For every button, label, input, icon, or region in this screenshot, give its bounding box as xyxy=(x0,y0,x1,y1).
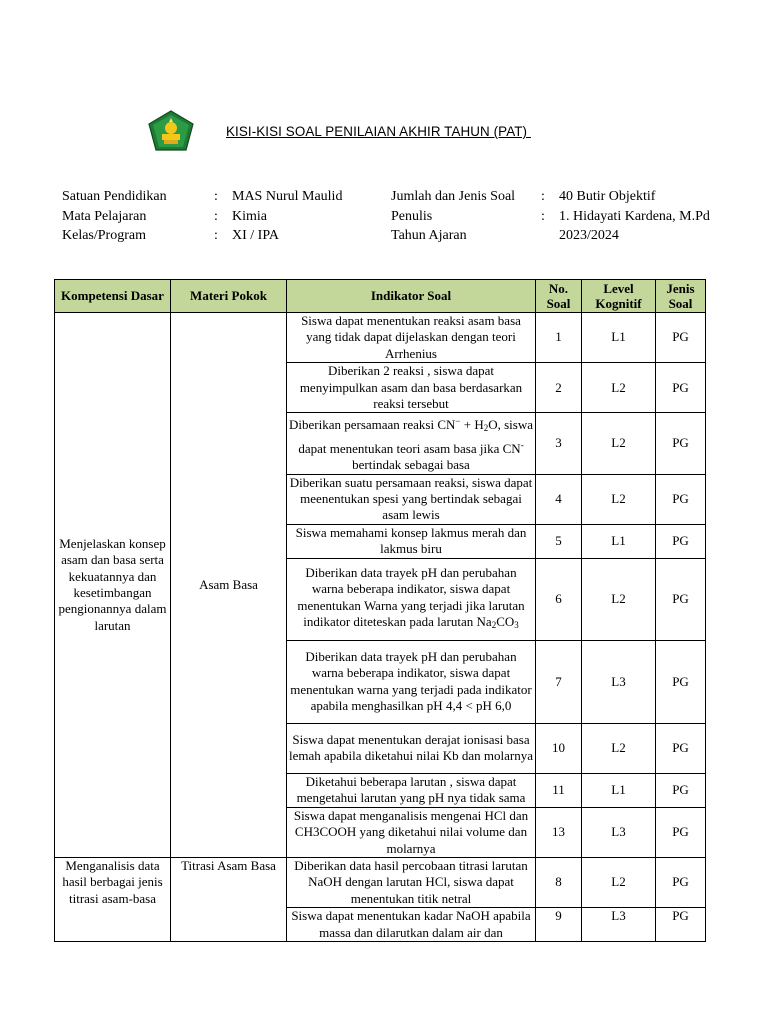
header-no-soal: No. Soal xyxy=(536,280,582,313)
jenis-cell: PG xyxy=(656,413,706,474)
jenis-cell: PG xyxy=(656,474,706,524)
level-cell: L1 xyxy=(582,773,656,807)
meta-separator: : xyxy=(214,189,218,204)
level-cell: L2 xyxy=(582,474,656,524)
no-soal-cell: 8 xyxy=(536,857,582,907)
subscript: 2 xyxy=(483,423,489,434)
meta-right-separators xyxy=(541,187,545,246)
jenis-cell: PG xyxy=(656,908,706,942)
table-header-row xyxy=(55,280,706,313)
indikator-cell: Diberikan data hasil percobaan titrasi larutan NaOH dengan larutan HCl, siswa dapat menentukan titik netral xyxy=(287,857,536,907)
no-soal-cell: 7 xyxy=(536,640,582,723)
meta-separator: : xyxy=(214,208,218,224)
meta-left-values xyxy=(232,187,342,246)
meta-value: 40 Butir Objektif xyxy=(559,189,656,204)
indikator-cell: Siswa dapat menentukan reaksi asam basa yang tidak dapat dijelaskan dengan teori Arrhenius xyxy=(287,313,536,363)
no-soal-cell: 3 xyxy=(536,413,582,474)
meta-value: Kimia xyxy=(232,208,267,224)
header-materi-pokok: Materi Pokok xyxy=(171,280,287,313)
indikator-cell: Diberikan suatu persamaan reaksi, siswa dapat meenentukan spesi yang bertindak sebagai asam lewis xyxy=(287,474,536,524)
meta-label: Satuan Pendidikan xyxy=(62,189,167,204)
table-row xyxy=(55,857,706,907)
meta-separator: : xyxy=(214,228,218,243)
jenis-cell: PG xyxy=(656,857,706,907)
meta-label: Tahun Ajaran xyxy=(391,228,467,243)
kemenag-logo xyxy=(148,110,194,152)
meta-right-labels xyxy=(391,187,515,246)
no-soal-cell: 2 xyxy=(536,363,582,413)
no-soal-cell: 6 xyxy=(536,558,582,640)
meta-left-separators xyxy=(214,187,218,246)
indikator-text: CO xyxy=(496,614,515,630)
level-cell: L1 xyxy=(582,313,656,363)
no-soal-cell: 5 xyxy=(536,524,582,558)
table-row xyxy=(55,313,706,363)
jenis-cell: PG xyxy=(656,363,706,413)
meta-label: Penulis xyxy=(391,208,433,224)
jenis-cell: PG xyxy=(656,723,706,773)
kisi-kisi-table xyxy=(54,279,706,942)
jenis-cell: PG xyxy=(656,807,706,857)
kompetensi-dasar-cell: Menganalisis data hasil berbagai jenis titrasi asam-basa xyxy=(55,857,171,941)
no-soal-cell: 11 xyxy=(536,773,582,807)
subscript: 3 xyxy=(514,620,519,631)
level-cell: L2 xyxy=(582,723,656,773)
indikator-cell: Siswa dapat menentukan derajat ionisasi basa lemah apabila diketahui nilai Kb dan molarnya xyxy=(287,723,536,773)
meta-value: 1. Hidayati Kardena, M.Pd xyxy=(559,208,710,224)
document-title: KISI-KISI SOAL PENILAIAN AKHIR TAHUN (PAT) xyxy=(226,124,531,139)
indikator-cell: Diketahui beberapa larutan , siswa dapat mengetahui larutan yang pH nya tidak sama xyxy=(287,773,536,807)
jenis-cell: PG xyxy=(656,524,706,558)
indikator-text: Diberikan persamaan reaksi CN xyxy=(288,417,456,433)
header-jenis-soal: Jenis Soal xyxy=(656,280,706,313)
meta-label: Kelas/Program xyxy=(62,228,146,243)
indikator-cell: Diberikan 2 reaksi , siswa dapat menyimpulkan asam dan basa berdasarkan reaksi tersebut xyxy=(287,363,536,413)
meta-right-values xyxy=(559,187,710,246)
header-indikator-soal: Indikator Soal xyxy=(287,280,536,313)
meta-value: XI / IPA xyxy=(232,228,279,243)
no-soal-cell: 10 xyxy=(536,723,582,773)
level-cell: L3 xyxy=(582,908,656,942)
indikator-cell: Siswa dapat menganalisis mengenai HCl dan CH3COOH yang diketahui nilai volume dan molarnya xyxy=(287,807,536,857)
indikator-text: Diberikan data trayek pH dan perubahan warna beberapa indikator, siswa dapat menentukan Warna yang terjadi jika larutan indikator diteteskan pada larutan Na xyxy=(297,565,525,630)
jenis-cell: PG xyxy=(656,558,706,640)
materi-pokok-cell: Asam Basa xyxy=(171,313,287,858)
no-soal-cell: 1 xyxy=(536,313,582,363)
indikator-cell: Siswa memahami konsep lakmus merah dan lakmus biru xyxy=(287,524,536,558)
level-cell: L2 xyxy=(582,413,656,474)
level-cell: L3 xyxy=(582,640,656,723)
meta-left-labels xyxy=(62,187,167,246)
indikator-text: + H xyxy=(460,417,484,433)
indikator-cell: Siswa dapat menentukan kadar NaOH apabila massa dan dilarutkan dalam air dan xyxy=(287,908,536,942)
superscript: - xyxy=(520,439,524,450)
jenis-cell: PG xyxy=(656,640,706,723)
subscript: 2 xyxy=(491,620,497,631)
level-cell: L2 xyxy=(582,363,656,413)
header-kompetensi-dasar: Kompetensi Dasar xyxy=(55,280,171,313)
level-cell: L2 xyxy=(582,857,656,907)
level-cell: L2 xyxy=(582,558,656,640)
jenis-cell: PG xyxy=(656,773,706,807)
no-soal-cell: 9 xyxy=(536,908,582,942)
meta-value: MAS Nurul Maulid xyxy=(232,189,343,204)
meta-separator: : xyxy=(541,208,545,224)
indikator-cell xyxy=(287,413,536,474)
level-cell: L1 xyxy=(582,524,656,558)
meta-label: Jumlah dan Jenis Soal xyxy=(391,189,516,204)
no-soal-cell: 13 xyxy=(536,807,582,857)
meta-separator xyxy=(541,226,545,246)
level-cell: L3 xyxy=(582,807,656,857)
indikator-cell: Diberikan data trayek pH dan perubahan warna beberapa indikator, siswa dapat menentukan warna yang terjadi pada indikator apabila menghasilkan pH 4,4 < pH 6,0 xyxy=(287,640,536,723)
meta-value: 2023/2024 xyxy=(559,228,619,243)
no-soal-cell: 4 xyxy=(536,474,582,524)
indikator-text: O, siswa dapat menentukan teori asam basa jika CN xyxy=(298,417,533,456)
meta-label: Mata Pelajaran xyxy=(62,208,147,224)
kompetensi-dasar-cell: Menjelaskan konsep asam dan basa serta kekuatannya dan kesetimbangan pengionannya dalam larutan xyxy=(55,313,171,858)
header-level-kognitif: Level Kognitif xyxy=(582,280,656,313)
superscript: − xyxy=(455,416,461,427)
indikator-text: bertindak sebagai basa xyxy=(352,457,470,473)
materi-pokok-cell: Titrasi Asam Basa xyxy=(171,857,287,941)
meta-separator: : xyxy=(541,189,545,204)
jenis-cell: PG xyxy=(656,313,706,363)
indikator-cell xyxy=(287,558,536,640)
